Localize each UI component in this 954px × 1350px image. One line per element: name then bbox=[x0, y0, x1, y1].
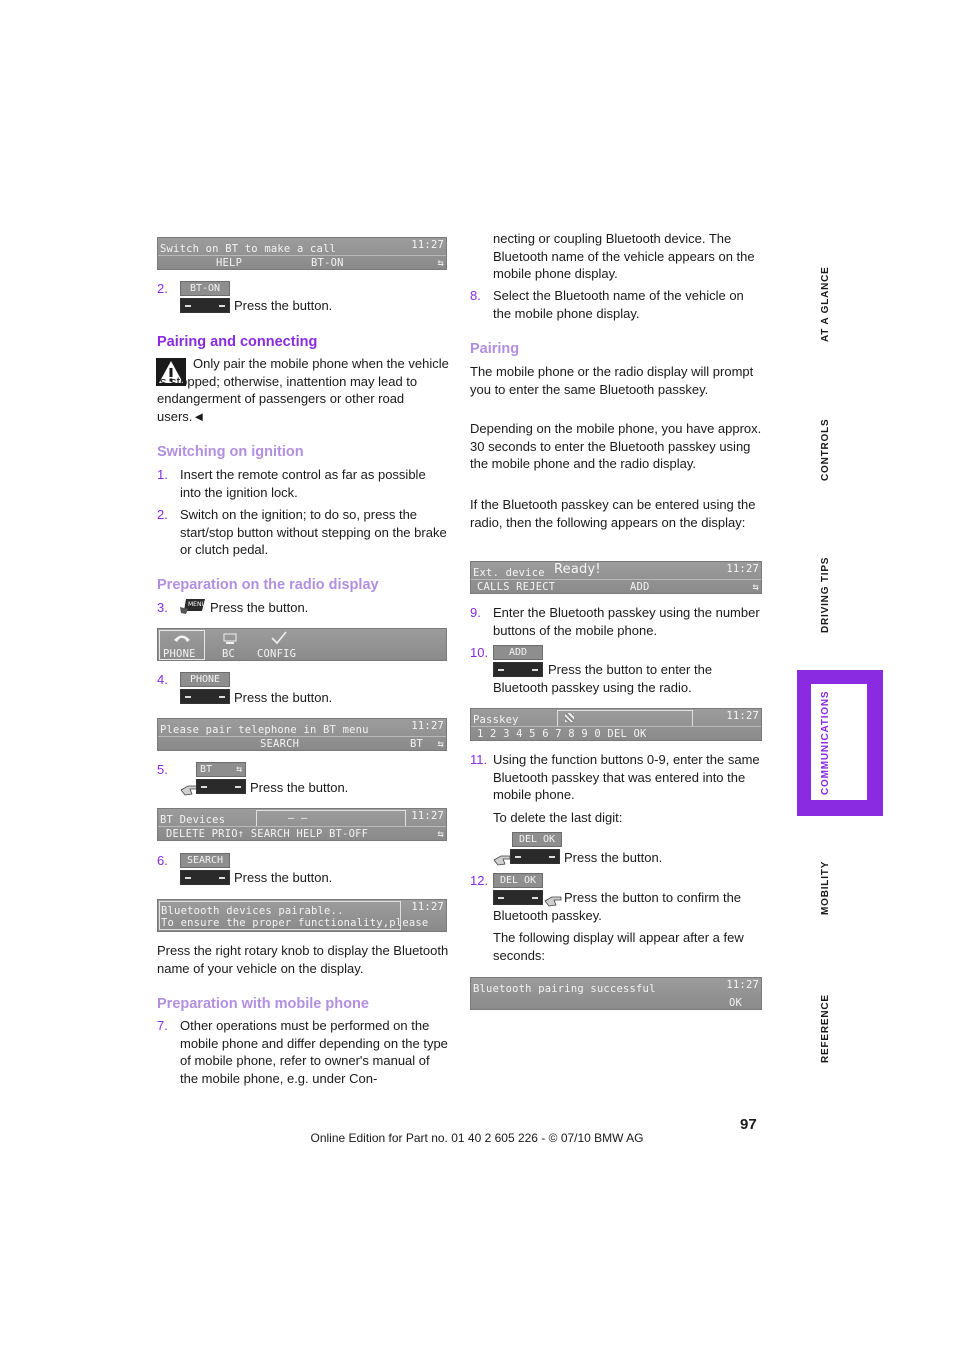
tab-at-a-glance[interactable]: AT A GLANCE bbox=[820, 266, 831, 342]
softkey-label-bt: BT ⇆ bbox=[196, 762, 246, 777]
footer-text: Online Edition for Part no. 01 40 2 605 226 - © 07/10 BMW AG bbox=[310, 1131, 644, 1145]
display-arrow: ⇆ bbox=[752, 581, 759, 593]
step-text: Using the function buttons 0-9, enter the same Bluetooth passkey that was entered into the mobile phone. bbox=[493, 752, 760, 803]
step-text: Press the button to confirm the Bluetooth passkey. bbox=[493, 890, 742, 923]
section-heading: Pairing bbox=[470, 341, 520, 357]
step-text: Switch on the ignition; to do so, press the start/stop button without stepping on the brake or clutch pedal. bbox=[180, 507, 447, 558]
step-text: Press the button. bbox=[234, 870, 333, 885]
section-heading: Preparation on the radio display bbox=[157, 577, 379, 593]
display-softkey-add: ADD bbox=[630, 581, 650, 593]
warning-text: Only pair the mobile phone when the vehicle is stopped; otherwise, inattention may lead to endangerment of passengers or other road users.◄ bbox=[157, 356, 449, 424]
hand-pointer-icon bbox=[493, 852, 511, 866]
display-softkey-search: SEARCH bbox=[260, 738, 300, 750]
display-arrow: ⇆ bbox=[437, 257, 444, 269]
radio-display-passkey bbox=[470, 708, 762, 741]
display-ready: Ready! bbox=[554, 562, 601, 577]
display-softkey-help: HELP bbox=[216, 257, 243, 269]
paragraph: To delete the last digit: bbox=[493, 810, 623, 825]
section-heading: Preparation with mobile phone bbox=[157, 996, 369, 1012]
display-clock: 11:27 bbox=[726, 710, 759, 722]
menu-phone-label: PHONE bbox=[163, 648, 196, 660]
step-number: 5. bbox=[157, 762, 168, 777]
step-text: Press the button. bbox=[210, 600, 309, 615]
button-icon bbox=[180, 689, 230, 704]
step-text: Select the Bluetooth name of the vehicle on the mobile phone display. bbox=[493, 288, 744, 321]
step-text: Press the button to enter the Bluetooth passkey using the radio. bbox=[493, 662, 713, 695]
menu-button-icon bbox=[180, 597, 206, 615]
display-softkeys: DELETE PRIO↑ SEARCH HELP BT-OFF bbox=[166, 828, 369, 840]
tab-communications[interactable]: COMMUNICATIONS bbox=[820, 690, 831, 795]
display-arrow: ⇆ bbox=[437, 828, 444, 840]
display-clock: 11:27 bbox=[411, 720, 444, 732]
step-number: 12. bbox=[470, 873, 489, 888]
paragraph: Depending on the mobile phone, you have approx. 30 seconds to enter the Bluetooth passkey using the mobile phone and the radio display. bbox=[470, 421, 762, 472]
step-number: 9. bbox=[470, 605, 481, 620]
step-text: Press the button. bbox=[564, 850, 663, 865]
paragraph: The mobile phone or the radio display will prompt you to enter the same Bluetooth passkey. bbox=[470, 364, 754, 397]
display-line: Bluetooth pairing successful bbox=[473, 983, 656, 995]
tab-reference[interactable]: REFERENCE bbox=[820, 994, 831, 1063]
section-heading: Pairing and connecting bbox=[157, 334, 318, 350]
section-heading: Switching on ignition bbox=[157, 444, 304, 460]
softkey-label-add: ADD bbox=[493, 645, 543, 660]
tab-mobility[interactable]: MOBILITY bbox=[820, 860, 831, 915]
display-clock: 11:27 bbox=[726, 563, 759, 575]
display-line: Bluetooth devices pairable.. bbox=[161, 905, 344, 917]
display-label: Passkey bbox=[473, 714, 519, 726]
display-arrow: ⇆ bbox=[437, 738, 444, 750]
display-softkey-bt: BT bbox=[410, 738, 424, 750]
button-icon bbox=[180, 298, 230, 313]
step-text: Press the button. bbox=[234, 298, 333, 313]
step-number: 7. bbox=[157, 1018, 168, 1033]
step-number: 3. bbox=[157, 600, 168, 615]
radio-display-bt-off bbox=[157, 237, 447, 270]
button-icon bbox=[196, 779, 246, 794]
step-number: 1. bbox=[157, 467, 168, 482]
display-clock: 11:27 bbox=[411, 239, 444, 251]
paragraph: If the Bluetooth passkey can be entered using the radio, then the following appears on the display: bbox=[470, 497, 756, 530]
display-clock: 11:27 bbox=[411, 810, 444, 822]
menu-config-label: CONFIG bbox=[257, 648, 297, 660]
softkey-label-bt-on: BT-ON bbox=[180, 281, 230, 296]
menu-bc-label: BC bbox=[222, 648, 236, 660]
step-number: 4. bbox=[157, 672, 168, 687]
step-number: 8. bbox=[470, 288, 481, 303]
display-clock: 11:27 bbox=[411, 901, 444, 913]
step-text: Enter the Bluetooth passkey using the number buttons of the mobile phone. bbox=[493, 605, 760, 638]
radio-display-success bbox=[470, 977, 762, 1010]
tab-driving-tips[interactable]: DRIVING TIPS bbox=[820, 556, 831, 633]
svg-text:MENU: MENU bbox=[188, 601, 206, 608]
radio-display-pairable bbox=[157, 899, 447, 932]
step-number: 11. bbox=[470, 752, 488, 767]
softkey-label-del-ok: DEL OK bbox=[493, 873, 543, 888]
display-softkey-ok: OK bbox=[729, 997, 743, 1009]
paragraph: Press the right rotary knob to display the Bluetooth name of your vehicle on the display. bbox=[157, 943, 449, 976]
radio-display-menu bbox=[157, 628, 447, 661]
display-line: BT Devices bbox=[160, 814, 226, 826]
softkey-label-del-ok: DEL OK bbox=[512, 832, 562, 847]
display-dashes: – – bbox=[288, 812, 308, 824]
step-number: 10. bbox=[470, 645, 489, 660]
display-softkeys: 1 2 3 4 5 6 7 8 9 0 DEL OK bbox=[477, 728, 647, 740]
step-text: Other operations must be performed on the mobile phone and differ depending on the type of mobile phone, refer to owner's manual of the mobile phone, e.g. under Con- bbox=[180, 1018, 448, 1086]
phone-icon bbox=[172, 633, 192, 643]
radio-display-bt-devices bbox=[157, 808, 447, 841]
paragraph: The following display will appear after a few seconds: bbox=[493, 930, 744, 963]
computer-icon bbox=[222, 633, 238, 645]
tab-controls[interactable]: CONTROLS bbox=[820, 418, 831, 481]
passkey-cursor bbox=[565, 713, 574, 722]
step-text: Press the button. bbox=[250, 780, 349, 795]
softkey-label-phone: PHONE bbox=[180, 672, 230, 687]
display-softkeys: CALLS REJECT bbox=[477, 581, 556, 593]
display-line: Switch on BT to make a call bbox=[160, 243, 337, 255]
radio-display-pair-prompt bbox=[157, 718, 447, 751]
step-text: Insert the remote control as far as possible into the ignition lock. bbox=[180, 467, 426, 500]
display-line: Please pair telephone in BT menu bbox=[160, 724, 369, 736]
button-icon bbox=[180, 870, 230, 885]
step-number: 2. bbox=[157, 507, 168, 522]
checkmark-icon bbox=[270, 631, 288, 645]
display-softkey-bt-on: BT-ON bbox=[311, 257, 344, 269]
step-number: 2. bbox=[157, 281, 168, 296]
button-icon bbox=[510, 849, 560, 864]
display-clock: 11:27 bbox=[726, 979, 759, 991]
display-line: Ext. device bbox=[473, 567, 545, 579]
display-line: To ensure the proper functionality,please bbox=[161, 917, 429, 929]
step-number: 6. bbox=[157, 853, 168, 868]
active-section-tab bbox=[797, 670, 883, 816]
softkey-label-search: SEARCH bbox=[180, 853, 230, 868]
page-number: 97 bbox=[740, 1116, 757, 1133]
radio-display-ready bbox=[470, 561, 762, 594]
paragraph: necting or coupling Bluetooth device. The Bluetooth name of the vehicle appears on the mobile phone display. bbox=[493, 231, 755, 282]
step-text: Press the button. bbox=[234, 690, 333, 705]
